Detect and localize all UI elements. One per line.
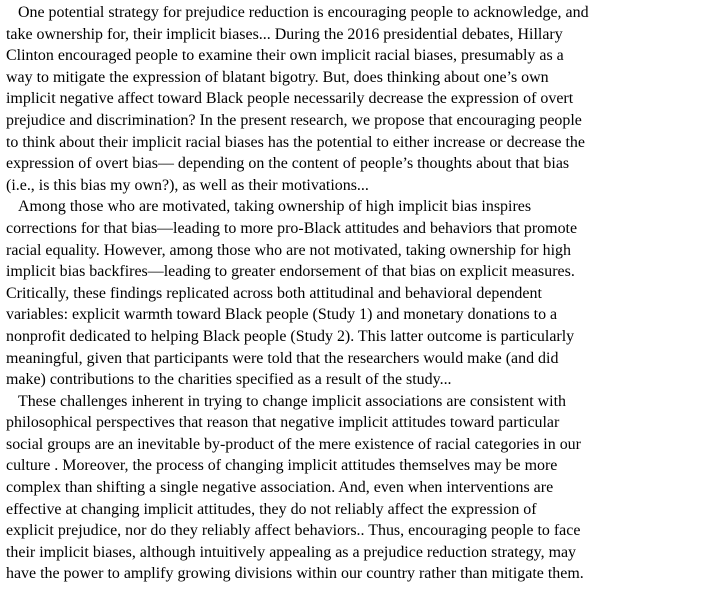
text-line: make) contributions to the charities specified as a result of the study...: [6, 371, 452, 389]
text-line: prejudice and discrimination? In the present research, we propose that encouraging people: [6, 111, 582, 129]
text-line: their implicit biases, although intuitively appealing as a prejudice reduction strategy, may: [6, 543, 577, 561]
paragraph-1: [6, 2, 706, 196]
text-line: These challenges inherent in trying to change implicit associations are consistent with: [17, 392, 566, 410]
text-line: Among those who are motivated, taking ownership of high implicit bias inspires: [17, 198, 532, 216]
text-line: effective at changing implicit attitudes, they do not reliably affect the expression of: [6, 500, 537, 518]
text-line: nonprofit dedicated to helping Black people (Study 2). This latter outcome is particularly: [6, 327, 575, 345]
text-line: take ownership for, their implicit biases... During the 2016 presidential debates, Hillary: [6, 25, 563, 43]
text-line: Critically, these findings replicated across both attitudinal and behavioral dependent: [6, 284, 542, 302]
text-line: corrections for that bias—leading to more pro-Black attitudes and behaviors that promote: [6, 219, 578, 237]
paragraph-2: [6, 196, 706, 390]
text-line: implicit negative affect toward Black people necessarily decrease the expression of overt: [6, 90, 574, 108]
text-line: expression of overt bias— depending on the content of people’s thoughts about that bias: [6, 155, 570, 173]
text-line: implicit bias backfires—leading to greater endorsement of that bias on explicit measures.: [6, 263, 575, 281]
text-line: (i.e., is this bias my own?), as well as their motivations...: [6, 176, 369, 194]
text-line: meaningful, given that participants were told that the researchers would make (and did: [6, 349, 559, 367]
text-line: have the power to amplify growing divisions within our country rather than mitigate them.: [6, 565, 584, 583]
text-line: racial equality. However, among those who are not motivated, taking ownership for high: [6, 241, 571, 259]
text-line: way to mitigate the expression of blatant bigotry. But, does thinking about one’s own: [6, 68, 549, 86]
text-line: philosophical perspectives that reason that negative implicit attitudes toward particular: [6, 414, 560, 432]
text-line: complex than shifting a single negative association. And, even when interventions are: [6, 479, 554, 497]
text-line: variables: explicit warmth toward Black people (Study 1) and monetary donations to a: [6, 306, 558, 324]
paragraph-3: [6, 391, 706, 585]
text-line: Clinton encouraged people to examine their own implicit racial biases, presumably as a: [6, 47, 564, 65]
text-line: culture . Moreover, the process of changing implicit attitudes themselves may be more: [6, 457, 558, 475]
text-line: to think about their implicit racial biases has the potential to either increase or decrease the: [6, 133, 585, 151]
text-line: explicit prejudice, nor do they reliably affect behaviors.. Thus, encouraging people to face: [6, 522, 581, 540]
text-line: One potential strategy for prejudice reduction is encouraging people to acknowledge, and: [17, 4, 589, 21]
document-body: [6, 2, 706, 585]
text-line: social groups are an inevitable by-product of the mere existence of racial categories in our: [6, 435, 581, 453]
